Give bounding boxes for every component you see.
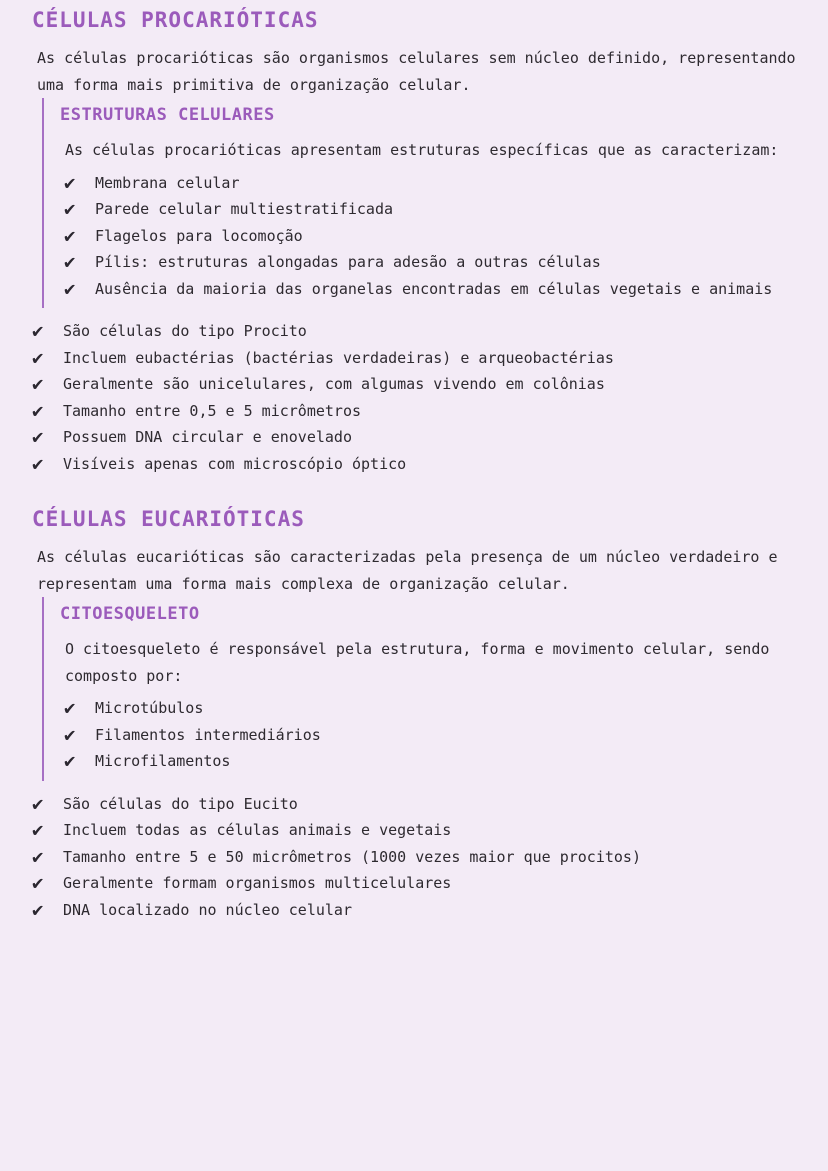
checkmark-icon: ✔ (64, 750, 76, 772)
subsection-citoesqueleto (42, 597, 796, 781)
section-list (32, 318, 796, 477)
list-item: ✔ Geralmente são unicelulares, com algumas vivendo em colônias (32, 371, 796, 398)
checkmark-icon: ✔ (32, 792, 44, 815)
checkmark-icon: ✔ (32, 452, 44, 475)
list-item: ✔ Tamanho entre 5 e 50 micrômetros (1000 vezes maior que procitos) (32, 844, 796, 871)
subsection-list (60, 170, 796, 309)
checkmark-icon: ✔ (32, 399, 44, 422)
list-item: ✔ Geralmente formam organismos multicelulares (32, 870, 796, 897)
checkmark-icon: ✔ (32, 819, 44, 841)
subsection-estruturas-celulares (42, 98, 796, 308)
section-intro: As células eucarióticas são caracterizadas pela presença de um núcleo verdadeiro e representam uma forma mais complexa de organização celular. (37, 548, 778, 593)
subsection-list (60, 695, 796, 781)
checkmark-icon: ✔ (32, 845, 44, 868)
list-item: ✔ Membrana celular (64, 170, 796, 197)
section-list (32, 791, 796, 924)
list-item: ✔ Incluem todas as células animais e vegetais (32, 817, 796, 844)
section-title: CÉLULAS EUCARIÓTICAS (32, 507, 305, 531)
list-item: ✔ Ausência da maioria das organelas encontradas em células vegetais e animais (64, 276, 796, 303)
list-item: ✔ Filamentos intermediários (64, 722, 796, 749)
checkmark-icon: ✔ (64, 251, 76, 273)
checkmark-icon: ✔ (32, 898, 44, 921)
subsection-title: CITOESQUELETO (60, 604, 200, 624)
list-item: ✔ Possuem DNA circular e enovelado (32, 424, 796, 451)
list-item: ✔ São células do tipo Eucito (32, 791, 796, 818)
section-procarioticas (32, 0, 796, 477)
checkmark-icon: ✔ (32, 346, 44, 369)
subsection-intro: O citoesqueleto é responsável pela estrutura, forma e movimento celular, sendo composto por: (65, 640, 770, 685)
list-item: ✔ Incluem eubactérias (bactérias verdadeiras) e arqueobactérias (32, 345, 796, 372)
list-item: ✔ Microtúbulos (64, 695, 796, 722)
checkmark-icon: ✔ (64, 198, 76, 220)
checkmark-icon: ✔ (32, 872, 44, 894)
section-title: CÉLULAS PROCARIÓTICAS (32, 8, 319, 32)
checkmark-icon: ✔ (64, 277, 76, 300)
section-intro: As células procarióticas são organismos celulares sem núcleo definido, representando uma forma mais primitiva de organização celular. (37, 49, 796, 94)
checkmark-icon: ✔ (32, 373, 44, 395)
list-item: ✔ Pílis: estruturas alongadas para adesão a outras células (64, 249, 796, 276)
list-item: ✔ Microfilamentos (64, 748, 796, 775)
subsection-title: ESTRUTURAS CELULARES (60, 105, 275, 125)
checkmark-icon: ✔ (64, 224, 76, 247)
checkmark-icon: ✔ (32, 320, 44, 342)
checkmark-icon: ✔ (64, 171, 76, 194)
subsection-intro: As células procarióticas apresentam estruturas específicas que as caracterizam: (65, 141, 779, 159)
list-item: ✔ Tamanho entre 0,5 e 5 micrômetros (32, 398, 796, 425)
checkmark-icon: ✔ (64, 697, 76, 719)
section-eucarioticas (32, 507, 796, 923)
list-item: ✔ Parede celular multiestratificada (64, 196, 796, 223)
list-item: ✔ DNA localizado no núcleo celular (32, 897, 796, 924)
checkmark-icon: ✔ (32, 426, 44, 448)
checkmark-icon: ✔ (64, 723, 76, 746)
list-item: ✔ São células do tipo Procito (32, 318, 796, 345)
list-item: ✔ Visíveis apenas com microscópio óptico (32, 451, 796, 478)
list-item: ✔ Flagelos para locomoção (64, 223, 796, 250)
